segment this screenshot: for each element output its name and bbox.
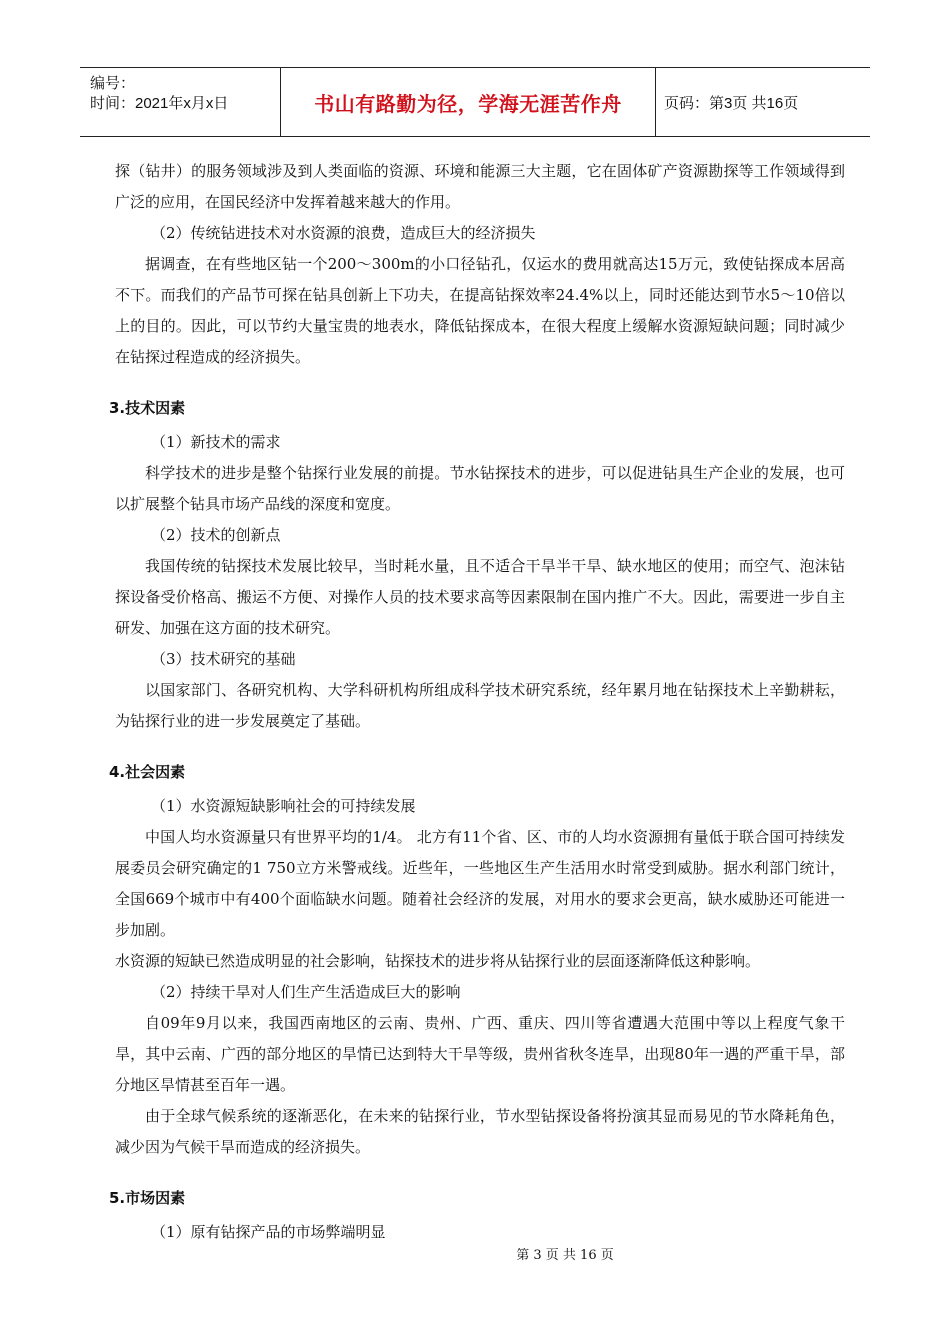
subheading: （1）原有钻探产品的市场弊端明显 [151, 1223, 386, 1241]
page-header [80, 67, 870, 137]
subheading: （1）水资源短缺影响社会的可持续发展 [151, 797, 416, 815]
document-body [109, 156, 845, 1248]
header-motto-cell [280, 68, 656, 136]
subheading: （2）持续干旱对人们生产生活造成巨大的影响 [151, 983, 461, 1001]
subheading: （1）新技术的需求 [151, 433, 281, 451]
subheading: （2）传统钻进技术对水资源的浪费，造成巨大的经济损失 [151, 224, 536, 242]
header-meta [80, 68, 280, 136]
paragraph: 我国传统的钻探技术发展比较早，当时耗水量，且不适合干旱半干旱、缺水地区的使用；而空气、泡沫钻探设备受价格高、搬运不方便、对操作人员的技术要求高等因素限制在国内推广不大。因此，需要进一步自主研发、加强在这方面的技术研究。 [115, 557, 845, 637]
subheading: （3）技术研究的基础 [151, 650, 296, 668]
section-heading: 4.社会因素 [109, 763, 186, 781]
paragraph: 据调查，在有些地区钻一个200～300m的小口径钻孔，仅运水的费用就高达15万元，致使钻探成本居高不下。而我们的产品节可探在钻具创新上下功夫，在提高钻探效率24.4%以上，同时还能达到节水5～10倍以上的目的。因此，可以节约大量宝贵的地表水，降低钻探成本，在很大程度上缓解水资源短缺问题；同时减少在钻探过程造成的经济损失。 [115, 255, 845, 366]
subheading: （2）技术的创新点 [151, 526, 281, 544]
paragraph: 由于全球气候系统的逐渐恶化，在未来的钻探行业，节水型钻探设备将扮演其显而易见的节水降耗角色，减少因为气候干旱而造成的经济损失。 [115, 1107, 845, 1156]
section-heading: 3.技术因素 [109, 399, 186, 417]
section-heading: 5.市场因素 [109, 1189, 186, 1207]
doc-date-label: 时间：2021年x月x日 [90, 95, 229, 112]
paragraph: 中国人均水资源量只有世界平均的1/4。 北方有11个省、区、市的人均水资源拥有量低于联合国可持续发展委员会研究确定的1 750立方米警戒线。近些年，一些地区生产生活用水时常受到威胁。据水利部门统计，全国669个城市中有400个面临缺水问题。随着社会经济的发展，对用水的要求会更高，缺水威胁还可能进一步加剧。 [115, 828, 845, 939]
paragraph: 自09年9月以来，我国西南地区的云南、贵州、广西、重庆、四川等省遭遇大范围中等以上程度气象干旱，其中云南、广西的部分地区的旱情已达到特大干旱等级，贵州省秋冬连旱，出现80年一遇的严重干旱，部分地区旱情甚至百年一遇。 [115, 1014, 845, 1094]
header-motto: 书山有路勤为径，学海无涯苦作舟 [314, 91, 622, 116]
paragraph: 探（钻井）的服务领域涉及到人类面临的资源、环境和能源三大主题，它在固体矿产资源勘探等工作领域得到广泛的应用，在国民经济中发挥着越来越大的作用。 [115, 162, 845, 211]
header-page-label: 页码：第3页 共16页 [664, 94, 799, 112]
paragraph: 科学技术的进步是整个钻探行业发展的前提。节水钻探技术的进步，可以促进钻具生产企业的发展，也可以扩展整个钻具市场产品线的深度和宽度。 [115, 464, 845, 513]
page-footer: 第 3 页 共 16 页 [516, 1248, 614, 1263]
header-page-cell [656, 68, 870, 136]
doc-number-label: 编号： [90, 75, 136, 92]
paragraph: 以国家部门、各研究机构、大学科研机构所组成科学技术研究系统，经年累月地在钻探技术上辛勤耕耘，为钻探行业的进一步发展奠定了基础。 [115, 681, 845, 730]
paragraph: 水资源的短缺已然造成明显的社会影响，钻探技术的进步将从钻探行业的层面逐渐降低这种影响。 [115, 952, 761, 970]
